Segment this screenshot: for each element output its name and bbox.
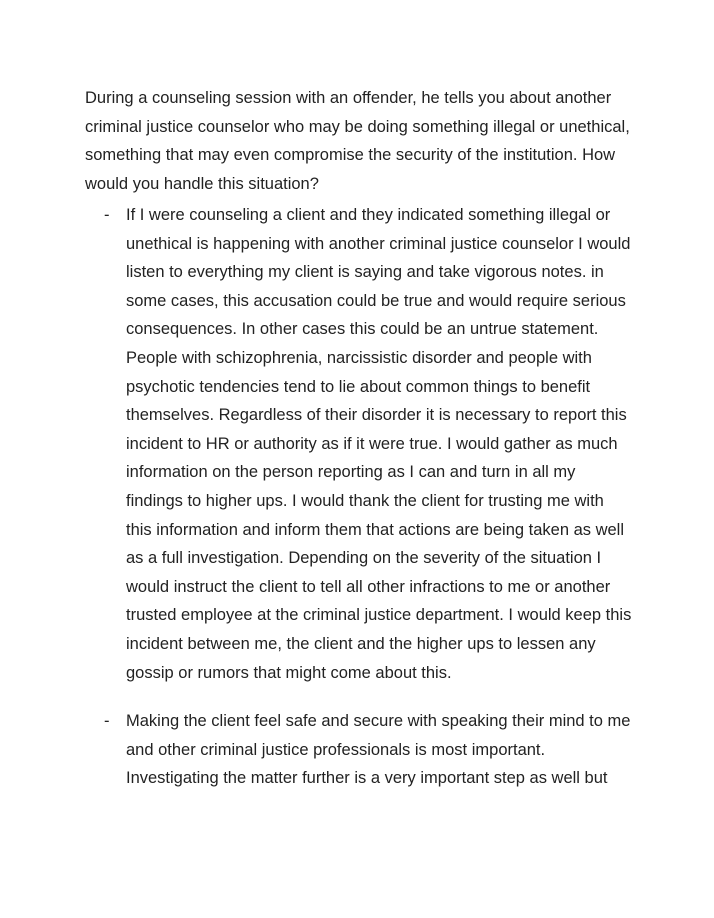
bullet-dash: - (104, 712, 110, 731)
intro-paragraph: During a counseling session with an offender, he tells you about another criminal justice counselor who may be doing something illegal or unethical, something that may even compromise the security of the institution. How would you handle this situation? (85, 89, 630, 193)
list-item (85, 201, 645, 687)
list-item-text: If I were counseling a client and they indicated something illegal or unethical is happening with another criminal justice counselor I would listen to everything my client is saying and take vigorous notes. in some cases, this accusation could be true and would require serious consequences. In other cases this could be an untrue statement. People with schizophrenia, narcissistic disorder and people with psychotic tendencies tend to lie about common things to benefit themselves. Regardless of their disorder it is necessary to report this incident to HR or authority as if it were true. I would gather as much information on the person reporting as I can and turn in all my findings to higher ups. I would thank the client for trusting me with this information and inform them that actions are being taken as well as a full investigation. Depending on the severity of the situation I would instruct the client to tell all other infractions to me or another trusted employee at the criminal justice department. I would keep this incident between me, the client and the higher ups to lessen any gossip or rumors that might come about this. (126, 206, 632, 682)
bullet-dash: - (104, 206, 110, 224)
list-item-text: Making the client feel safe and secure with speaking their mind to me and other criminal justice professionals is most important. Investigating the matter further is a very important step as well but (126, 712, 631, 788)
response-list (85, 201, 645, 793)
list-item (85, 707, 645, 793)
